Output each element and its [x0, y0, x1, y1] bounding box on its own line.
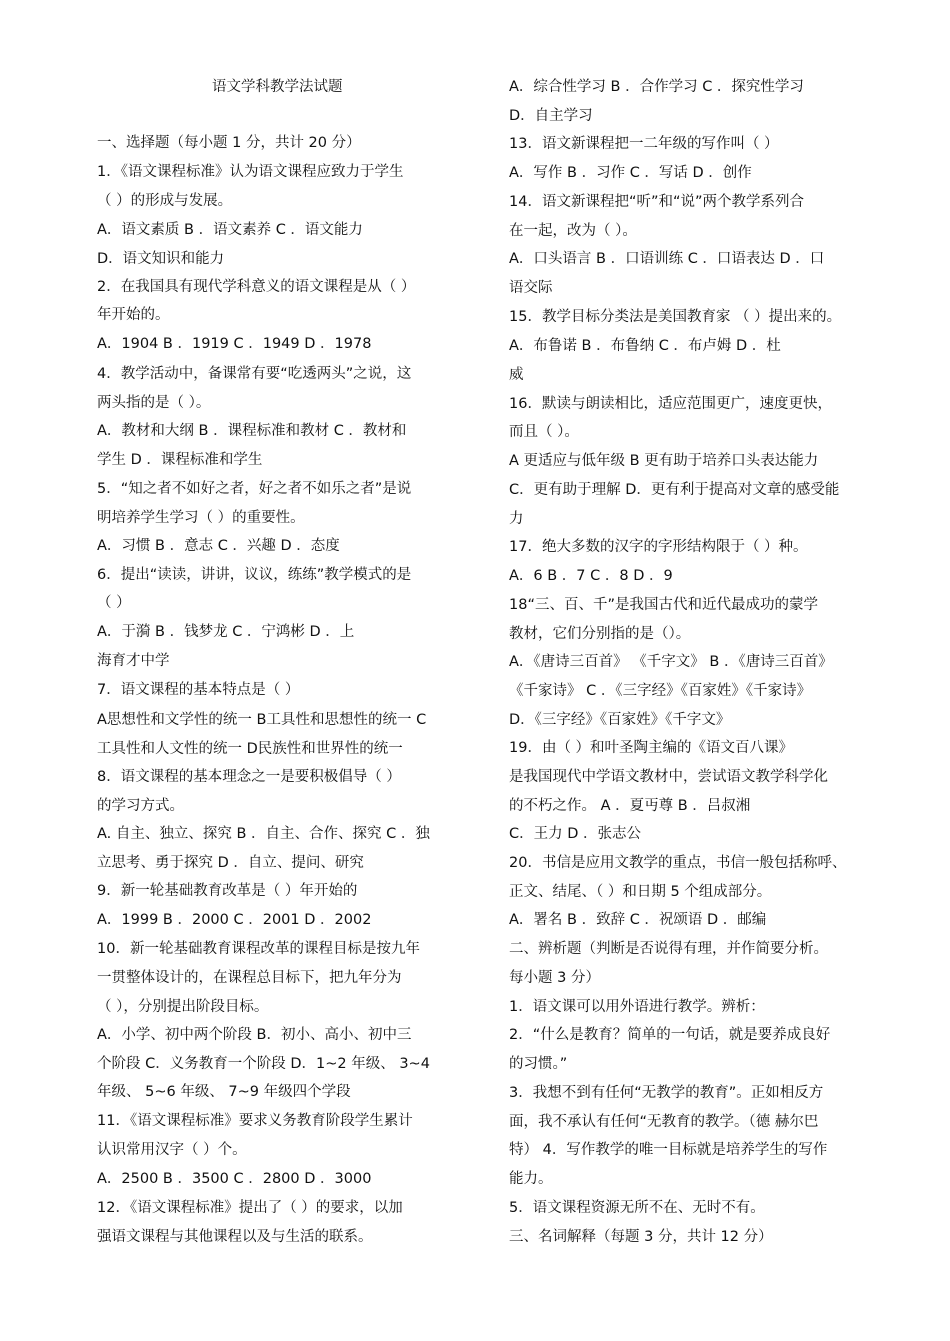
question-text-line: 2．“什么是教育？简单的一句话，就是要养成良好	[509, 1027, 831, 1043]
question-text-line: D．自主学习	[509, 108, 593, 124]
question-text-line: A 更适应与低年级 B 更有助于培养口头表达能力	[509, 453, 819, 469]
page-title: 语文学科教学法试题	[212, 79, 343, 95]
question-text-line: 2．在我国具有现代学科意义的语文课程是从（ ）	[97, 279, 416, 295]
question-text-line: 《千家诗》 C ．《三字经》《百家姓》《千家诗》	[509, 683, 812, 699]
question-text-line: 3．我想不到有任何“无教学的教育”。正如相反方	[509, 1085, 824, 1101]
question-text-line: 工具性和人文性的统一 D民族性和世界性的统一	[97, 741, 403, 757]
question-text-line: A．口头语言 B ．口语训练 C ．口语表达 D ．口	[509, 251, 825, 267]
question-text-line: 正文、结尾、（ ）和日期 5 个组成部分。	[509, 884, 772, 900]
question-text-line: A．综合性学习 B ．合作学习 C ．探究性学习	[509, 79, 804, 95]
question-text-line: A．署名 B ．致辞 C ．祝颂语 D ．邮编	[509, 912, 767, 928]
question-text-line: 11．《语文课程标准》要求义务教育阶段学生累计	[97, 1113, 413, 1129]
question-text-line: A．1904 B ．1919 C ．1949 D ．1978	[97, 336, 372, 352]
question-text-line: 认识常用汉字（ ）个。	[97, 1142, 247, 1158]
question-text-line: D．语文知识和能力	[97, 251, 225, 267]
question-text-line: 威	[509, 367, 524, 383]
question-text-line: A．习惯 B ．意志 C ．兴趣 D ．态度	[97, 538, 340, 554]
question-text-line: A．教材和大纲 B ．课程标准和教材 C ．教材和	[97, 423, 407, 439]
question-text-line: （ ）	[97, 595, 131, 611]
question-text-line: 年开始的。	[97, 307, 170, 323]
question-text-line: C．王力 D ．张志公	[509, 826, 642, 842]
question-text-line: C．更有助于理解 D．更有利于提高对文章的感受能	[509, 482, 840, 498]
question-text-line: 面，我不承认有任何“无教育的教学。（德 赫尔巴	[509, 1114, 819, 1130]
question-text-line: 语交际	[509, 280, 553, 296]
question-text-line: A．1999 B ．2000 C ．2001 D ．2002	[97, 912, 372, 928]
question-text-line: A. 自主、独立、探究 B ．自主、合作、探究 C ．独	[97, 826, 430, 842]
question-text-line: 的不朽之作。 A ．夏丏尊 B ．吕叔湘	[509, 798, 751, 814]
question-text-line: 13．语文新课程把一二年级的写作叫（ ）	[509, 136, 779, 152]
question-text-line: 一贯整体设计的，在课程总目标下，把九年分为	[97, 970, 402, 986]
question-text-line: 学生 D ．课程标准和学生	[97, 452, 263, 468]
question-text-line: （ ），分别提出阶段目标。	[97, 999, 269, 1015]
question-text-line: 9．新一轮基础教育改革是（ ）年开始的	[97, 883, 358, 899]
question-text-line: 明培养学生学习（ ）的重要性。	[97, 510, 305, 526]
question-text-line: 在一起，改为（ ）。	[509, 223, 637, 239]
question-text-line: 力	[509, 511, 524, 527]
question-text-line: 15．教学目标分类法是美国教育家 （ ）提出来的。	[509, 309, 842, 325]
question-text-line: 8．语文课程的基本理念之一是要积极倡导（ ）	[97, 769, 401, 785]
question-text-line: 三、名词解释（每题 3 分，共计 12 分）	[509, 1229, 773, 1245]
question-text-line: 每小题 3 分）	[509, 970, 600, 986]
question-text-line: 1．《语文课程标准》认为语文课程应致力于学生	[97, 164, 404, 180]
question-text-line: 17．绝大多数的汉字的字形结构限于（ ）种。	[509, 539, 808, 555]
question-text-line: D．《三字经》《百家姓》《千字文》	[509, 712, 731, 728]
question-text-line: A．2500 B ．3500 C ．2800 D ．3000	[97, 1171, 372, 1187]
question-text-line: 个阶段 C．义务教育一个阶段 D．1~2 年级、 3~4	[97, 1056, 430, 1072]
question-text-line: A．语文素质 B ．语文素养 C ．语文能力	[97, 222, 363, 238]
question-text-line: A．布鲁诺 B ．布鲁纳 C ．布卢姆 D ．杜	[509, 338, 781, 354]
question-text-line: 1．语文课可以用外语进行教学。辨析：	[509, 999, 765, 1015]
question-text-line: A．6 B ．7 C ．8 D ．9	[509, 568, 673, 584]
question-text-line: 4．教学活动中，备课常有要“吃透两头”之说，这	[97, 366, 412, 382]
question-text-line: 的习惯。”	[509, 1056, 568, 1072]
question-text-line: 年级、 5~6 年级、 7~9 年级四个学段	[97, 1084, 351, 1100]
question-text-line: 能力。	[509, 1171, 553, 1187]
question-text-line: 5．语文课程资源无所不在、无时不有。	[509, 1200, 765, 1216]
question-text-line: 16．默读与朗读相比，适应范围更广，速度更快，	[509, 396, 832, 412]
question-text-line: 强语文课程与其他课程以及与生活的联系。	[97, 1229, 373, 1245]
question-text-line: 14．语文新课程把“听”和“说”两个教学系列合	[509, 194, 804, 210]
question-text-line: A．《唐诗三百首》 《千字文》 B ．《唐诗三百首》	[509, 654, 833, 670]
question-text-line: 20．书信是应用文教学的重点，书信一般包括称呼、	[509, 855, 847, 871]
question-text-line: 的学习方式。	[97, 798, 184, 814]
question-text-line: 19．由（ ）和叶圣陶主编的《语文百八课》	[509, 740, 794, 756]
question-text-line: 两头指的是（ ）。	[97, 395, 211, 411]
question-text-line: （ ）的形成与发展。	[97, 193, 233, 209]
question-text-line: 立思考、勇于探究 D ．自立、提问、研究	[97, 855, 364, 871]
question-text-line: 6．提出“读读，讲讲，议议，练练”教学模式的是	[97, 567, 412, 583]
question-text-line: A．写作 B ．习作 C ．写话 D ．创作	[509, 165, 752, 181]
question-text-line: 而且（ ）。	[509, 424, 579, 440]
question-text-line: 特） 4．写作教学的唯一目标就是培养学生的写作	[509, 1142, 828, 1158]
question-text-line: 5．“知之者不如好之者，好之者不如乐之者”是说	[97, 481, 412, 497]
question-text-line: 12．《语文课程标准》提出了（ ）的要求，以加	[97, 1200, 403, 1216]
question-text-line: 18“三、百、千”是我国古代和近代最成功的蒙学	[509, 597, 818, 613]
question-text-line: 教材，它们分别指的是（）。	[509, 626, 691, 642]
question-text-line: 海育才中学	[97, 653, 170, 669]
question-text-line: 7．语文课程的基本特点是（ ）	[97, 682, 300, 698]
question-text-line: 一、选择题（每小题 1 分，共计 20 分）	[97, 135, 361, 151]
question-text-line: 是我国现代中学语文教材中，尝试语文教学科学化	[509, 769, 828, 785]
question-text-line: 二、辨析题（判断是否说得有理，并作简要分析。	[509, 941, 828, 957]
question-text-line: 10．新一轮基础教育课程改革的课程目标是按九年	[97, 941, 420, 957]
question-text-line: A．于漪 B ．钱梦龙 C ．宁鸿彬 D ．上	[97, 624, 355, 640]
question-text-line: A思想性和文学性的统一 B工具性和思想性的统一 C	[97, 712, 427, 728]
question-text-line: A．小学、初中两个阶段 B．初小、高小、初中三	[97, 1027, 412, 1043]
